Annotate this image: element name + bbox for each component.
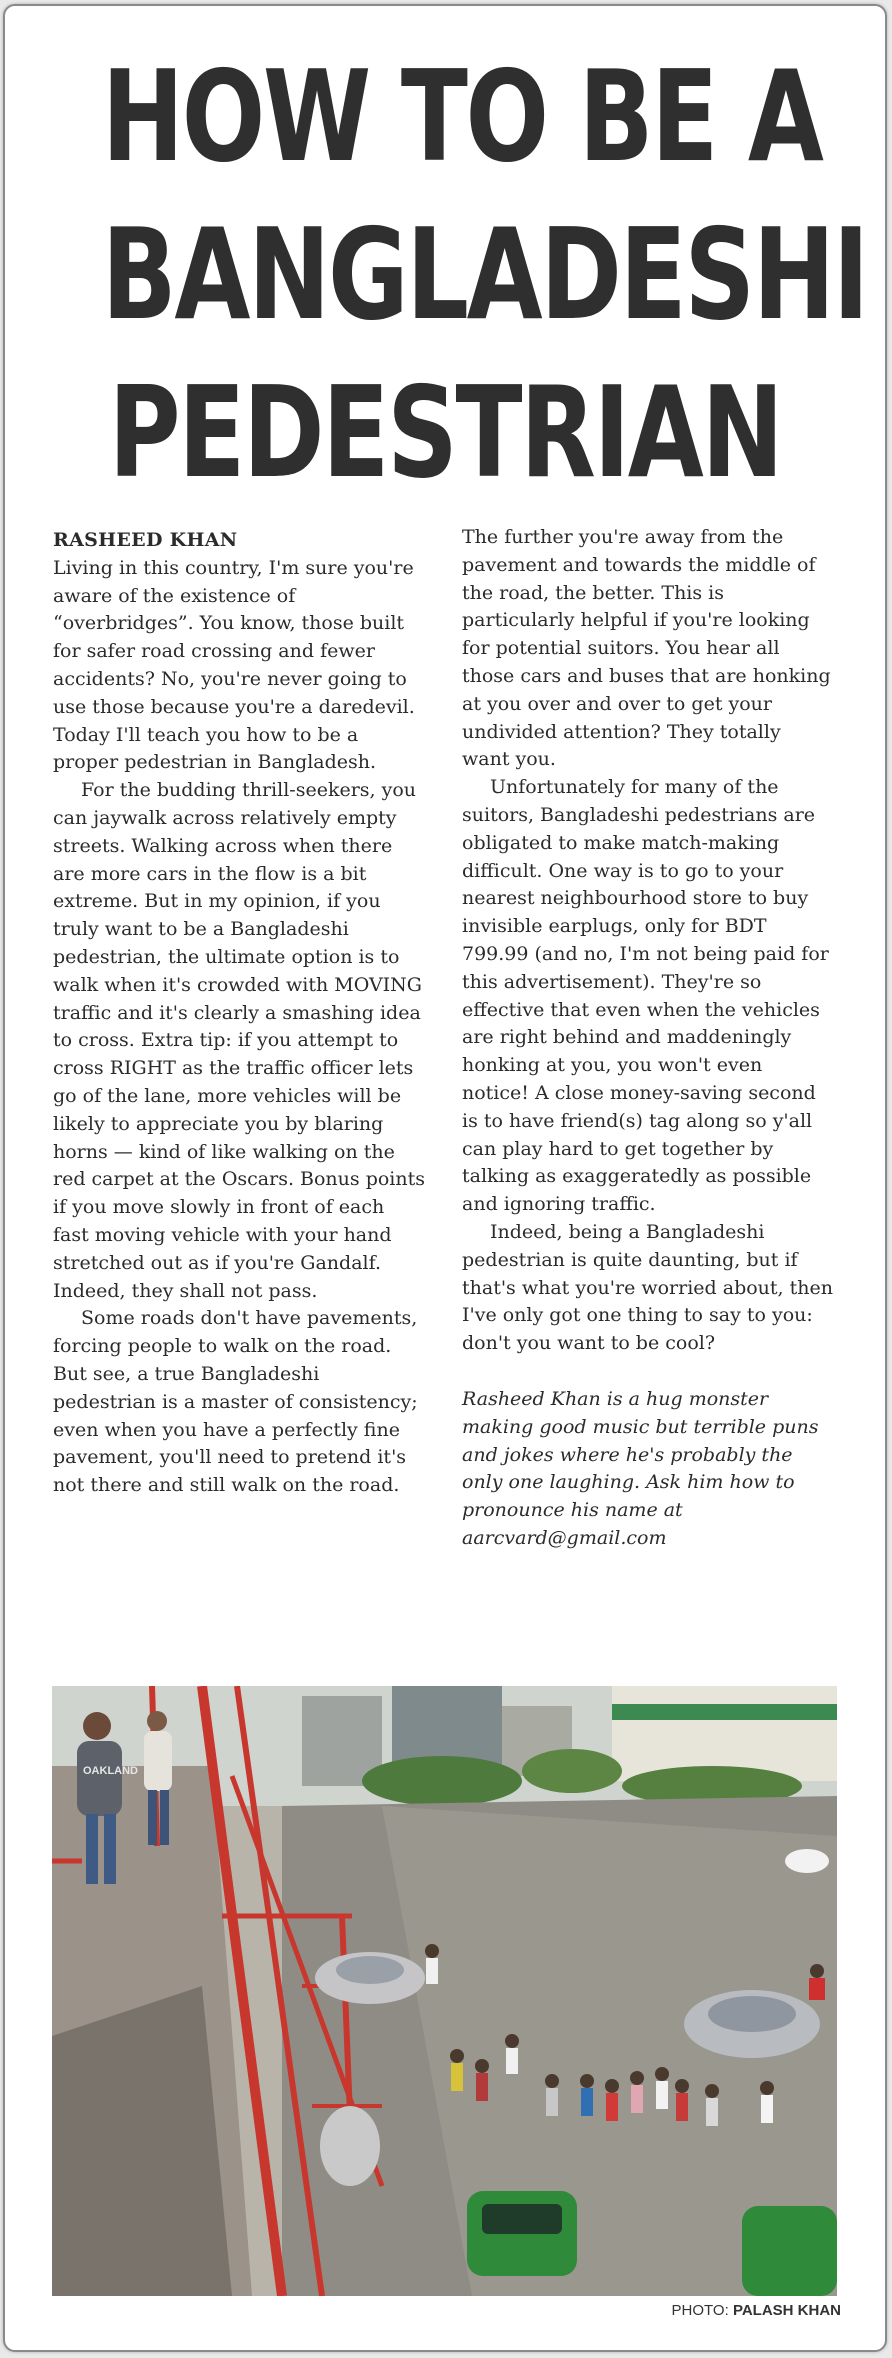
paragraph: Living in this country, I'm sure you're aware of the existence of “overbridges”. You know, those built for safer road crossing and fewer accidents? No, you're never going to use those because you're a daredevil. Today I'll teach you how to be a proper pedestrian in Bangladesh.	[53, 556, 415, 774]
title-line-2: BANGLADESHI	[101, 201, 867, 348]
photo-credit-name: PALASH KHAN	[732, 2302, 841, 2319]
photo-credit	[672, 2302, 841, 2319]
article-column-right	[462, 524, 834, 1553]
photo-credit-label: PHOTO:	[671, 2302, 729, 2319]
byline: RASHEED KHAN	[53, 529, 238, 551]
author-bio: Rasheed Khan is a hug monster making good music but terrible puns and jokes where he's probably the only one laughing. Ask him how to pronounce his name at aarcvard@gmail.com	[462, 1387, 819, 1549]
title-line-3: PEDESTRIAN	[108, 359, 782, 506]
paragraph: Unfortunately for many of the suitors, Bangladeshi pedestrians are obligated to make match-making difficult. One way is to go to your nearest neighbourhood store to buy invisible earplugs, only for BDT 799.99 (and no, I'm not being paid for this advertisement). They're so effective that even when the vehicles are right behind and maddeningly honking at you, you won't even notice! A close money-saving second is to have friend(s) tag along so y'all can play hard to get together by talking as exaggeratedly as possible and ignoring traffic.	[462, 776, 829, 1216]
paragraph: For the budding thrill-seekers, you can jaywalk across relatively empty streets. Walking across when there are more cars in the flow is a bit extreme. But in my opinion, if you truly want to be a Bangladeshi pedestrian, the ultimate option is to walk when it's crowded with MOVING traffic and it's clearly a smashing idea to cross. Extra tip: if you attempt to cross RIGHT as the traffic officer lets go of the lane, more vehicles will be likely to appreciate you by blaring horns — kind of like walking on the red carpet at the Oscars. Bonus points if you move slowly in front of each fast moving vehicle with your hand stretched out as if you're Gandalf. Indeed, they shall not pass.	[53, 779, 425, 1302]
article-title	[101, 38, 867, 512]
shirt-print: OAKLAND	[83, 1765, 138, 1777]
paragraph: Indeed, being a Bangladeshi pedestrian is quite daunting, but if that's what you're worried about, then I've only got one thing to say to you: don't you want to be cool?	[462, 1220, 833, 1355]
title-line-1: HOW TO BE A	[101, 43, 822, 190]
street-photo	[52, 1686, 837, 2296]
newspaper-page	[3, 4, 887, 2352]
article-column-left	[53, 527, 425, 1500]
paragraph: The further you're away from the pavement and towards the middle of the road, the better. This is particularly helpful if you're looking for potential suitors. You hear all those cars and buses that are honking at you over and over to get your undivided attention? They totally want you.	[462, 526, 831, 771]
paragraph: Some roads don't have pavements, forcing people to walk on the road. But see, a true Bangladeshi pedestrian is a master of consistency; even when you have a perfectly fine pavement, you'll need to pretend it's not there and still walk on the road.	[53, 1307, 418, 1497]
